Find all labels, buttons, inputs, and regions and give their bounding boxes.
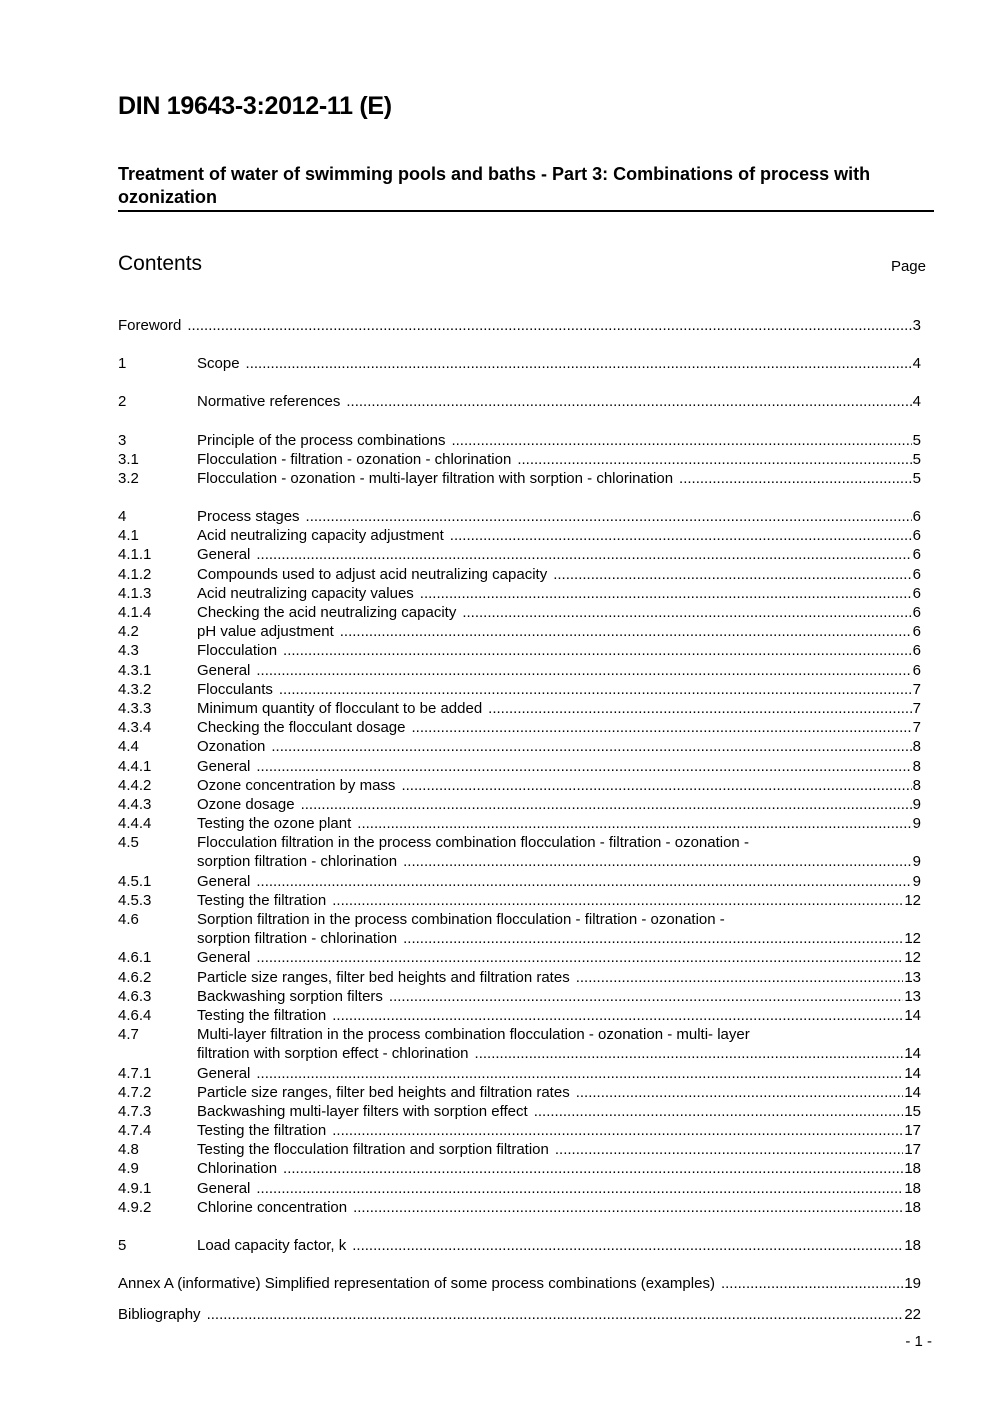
toc-entry-4-3-1[interactable]: 4.3.1 General ..... 6 xyxy=(118,661,921,680)
toc-entry-4-7-3[interactable]: 4.7.3 Backwashing multi-layer filters with sorption effect ..... 15 xyxy=(118,1102,921,1121)
toc-entry-4-4-4[interactable]: 4.4.4 Testing the ozone plant ..... 9 xyxy=(118,814,921,833)
toc-entry-1[interactable]: 1 Scope ..... 4 xyxy=(118,354,921,373)
toc-entry-4-4-1[interactable]: 4.4.1 General ..... 8 xyxy=(118,757,921,776)
page-number: - 1 - xyxy=(905,1333,932,1350)
document-id: DIN 19643-3:2012-11 (E) xyxy=(118,92,392,120)
contents-heading: Contents xyxy=(118,252,203,275)
toc-entry-3-1[interactable]: 3.1 Flocculation - filtration - ozonation - chlorination ..... 5 xyxy=(118,450,921,469)
toc-entry-4-5-3[interactable]: 4.5.3 Testing the filtration ..... 12 xyxy=(118,891,921,910)
toc-entry-4-6-4[interactable]: 4.6.4 Testing the filtration ..... 14 xyxy=(118,1006,921,1025)
toc-entry-4-7-line2[interactable]: filtration with sorption effect - chlorination ..... 14 xyxy=(118,1044,921,1063)
toc-entry-bibliography[interactable]: Bibliography ..... 22 xyxy=(118,1305,921,1324)
toc-entry-4-4-3[interactable]: 4.4.3 Ozone dosage ..... 9 xyxy=(118,795,921,814)
toc-entry-4-5-line2[interactable]: sorption filtration - chlorination ..... 9 xyxy=(118,853,921,872)
document-title: Treatment of water of swimming pools and baths - Part 3: Combinations of process with ozonization xyxy=(118,164,871,207)
toc-entry-4-6-1[interactable]: 4.6.1 General ..... 12 xyxy=(118,948,921,967)
toc-entry-annex-a[interactable]: Annex A (informative) Simplified representation of some process combinations (examples) ..... 19 xyxy=(118,1274,921,1293)
toc-entry-4-7-4[interactable]: 4.7.4 Testing the filtration ..... 17 xyxy=(118,1121,921,1140)
toc-entry-4-9-1[interactable]: 4.9.1 General ..... 18 xyxy=(118,1179,921,1198)
toc-entry-4-3-3[interactable]: 4.3.3 Minimum quantity of flocculant to be added ..... 7 xyxy=(118,699,921,718)
toc-entry-4-7-line1[interactable]: 4.7 Multi-layer filtration in the process combination flocculation - ozonation - multi- layer xyxy=(118,1026,750,1044)
toc-entry-4-1-4[interactable]: 4.1.4 Checking the acid neutralizing capacity ..... 6 xyxy=(118,603,921,622)
toc-entry-4-1[interactable]: 4.1 Acid neutralizing capacity adjustment ..... 6 xyxy=(118,526,921,545)
toc-entry-4-3-4[interactable]: 4.3.4 Checking the flocculant dosage ..... 7 xyxy=(118,718,921,737)
toc-entry-4[interactable]: 4 Process stages ..... 6 xyxy=(118,507,921,526)
page-column-label: Page xyxy=(890,258,926,275)
title-rule xyxy=(118,210,934,212)
toc-entry-4-6-line1[interactable]: 4.6 Sorption filtration in the process combination flocculation - filtration - ozonation - xyxy=(118,911,725,929)
toc-entry-4-2[interactable]: 4.2 pH value adjustment ..... 6 xyxy=(118,622,921,641)
toc-entry-4-1-3[interactable]: 4.1.3 Acid neutralizing capacity values ..... 6 xyxy=(118,584,921,603)
toc-entry-4-6-2[interactable]: 4.6.2 Particle size ranges, filter bed heights and filtration rates ..... 13 xyxy=(118,968,921,987)
toc-entry-4-5-1[interactable]: 4.5.1 General ..... 9 xyxy=(118,872,921,891)
toc-entry-4-3-2[interactable]: 4.3.2 Flocculants ..... 7 xyxy=(118,680,921,699)
toc-entry-4-4[interactable]: 4.4 Ozonation ..... 8 xyxy=(118,737,921,756)
toc-entry-4-9-2[interactable]: 4.9.2 Chlorine concentration ..... 18 xyxy=(118,1198,921,1217)
toc-entry-4-6-line2[interactable]: sorption filtration - chlorination ..... 12 xyxy=(118,929,921,948)
toc-entry-2[interactable]: 2 Normative references ..... 4 xyxy=(118,392,921,411)
toc-entry-5[interactable]: 5 Load capacity factor, k ..... 18 xyxy=(118,1236,921,1255)
toc-entry-3-2[interactable]: 3.2 Flocculation - ozonation - multi-layer filtration with sorption - chlorination ..... 5 xyxy=(118,469,921,488)
toc-entry-3[interactable]: 3 Principle of the process combinations ..... 5 xyxy=(118,431,921,450)
toc-entry-4-1-1[interactable]: 4.1.1 General ..... 6 xyxy=(118,546,921,565)
toc-entry-4-3[interactable]: 4.3 Flocculation ..... 6 xyxy=(118,641,921,660)
toc-entry-4-5-line1[interactable]: 4.5 Flocculation filtration in the process combination flocculation - filtration - ozonation - xyxy=(118,834,749,852)
table-of-contents xyxy=(118,316,921,1325)
toc-entry-4-4-2[interactable]: 4.4.2 Ozone concentration by mass ..... 8 xyxy=(118,776,921,795)
toc-entry-foreword[interactable]: Foreword ..... 3 xyxy=(118,316,921,335)
toc-entry-4-7-1[interactable]: 4.7.1 General ..... 14 xyxy=(118,1064,921,1083)
toc-entry-4-1-2[interactable]: 4.1.2 Compounds used to adjust acid neutralizing capacity ..... 6 xyxy=(118,565,921,584)
toc-entry-4-8[interactable]: 4.8 Testing the flocculation filtration and sorption filtration ..... 17 xyxy=(118,1140,921,1159)
toc-entry-4-6-3[interactable]: 4.6.3 Backwashing sorption filters ..... 13 xyxy=(118,987,921,1006)
toc-entry-4-7-2[interactable]: 4.7.2 Particle size ranges, filter bed heights and filtration rates ..... 14 xyxy=(118,1083,921,1102)
toc-entry-4-9[interactable]: 4.9 Chlorination ..... 18 xyxy=(118,1160,921,1179)
